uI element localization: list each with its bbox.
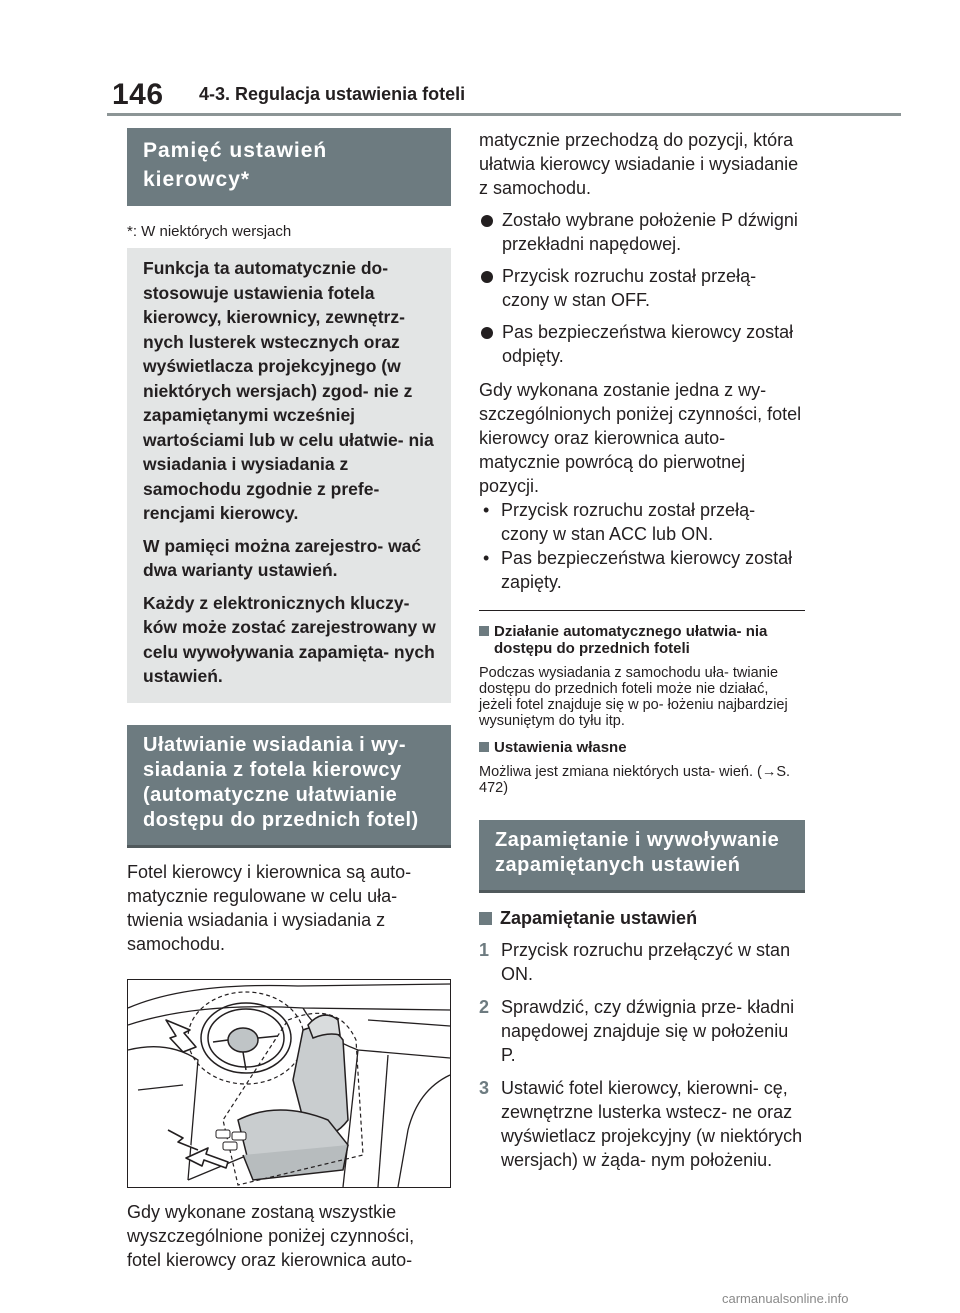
watermark: carmanualsonline.info: [722, 1291, 849, 1306]
save-subheading: [479, 907, 805, 929]
step-number: 2: [479, 997, 490, 1017]
step-text: Sprawdzić, czy dźwignia prze- kładni napędowej znajduje się w położeniu P.: [501, 997, 795, 1065]
square-bullet-icon: [479, 742, 489, 752]
note-heading: [479, 623, 805, 657]
dot-marker: •: [483, 548, 490, 568]
square-bullet-icon: [479, 912, 492, 925]
bullet-icon: [481, 327, 493, 339]
return-condition-text: Przycisk rozruchu został przełą- czony w stan ACC lub ON.: [501, 500, 756, 544]
condition-text: Pas bezpieczeństwa kierowcy został odpięty.: [502, 322, 794, 366]
return-condition-text: Pas bezpieczeństwa kierowcy został zapięty.: [501, 548, 793, 592]
page-number: 146: [112, 78, 164, 111]
square-bullet-icon: [479, 626, 489, 636]
step-number: 3: [479, 1078, 490, 1098]
easy-access-text: Fotel kierowcy i kierownica są auto- matycznie regulowane w celu uła- twienia wsiadania i wysiadania z samochodu.: [127, 861, 412, 954]
step-item: [479, 938, 805, 986]
bullet-icon: [481, 271, 493, 283]
note-body: Możliwa jest zmiana niektórych usta- wień. (→S. 472): [479, 764, 791, 796]
step-text: Ustawić fotel kierowcy, kierowni- cę, zewnętrzne lusterka wstecz- ne oraz wyświetlacz projekcyjny (w niektórych wersjach) w żąda- nym położeniu.: [501, 1078, 803, 1170]
note-heading: [479, 739, 805, 756]
condition-text: Zostało wybrane położenie P dźwigni przekładni napędowej.: [502, 210, 798, 254]
note-heading-text: Ustawienia własne: [494, 739, 627, 756]
easy-access-heading: Ułatwianie wsiadania i wy- siadania z fotela kierowcy (automatyczne ułatwianie dostępu do przednich fotel): [127, 725, 451, 848]
summary-box: [127, 248, 451, 703]
seat-drawing: [128, 980, 450, 1187]
step-number: 1: [479, 940, 490, 960]
save-subheading-text: Zapamiętanie ustawień: [500, 908, 698, 928]
step-item: [479, 995, 805, 1067]
left-column: [127, 128, 451, 1272]
right-column: [479, 128, 805, 1172]
note-body: Podczas wysiadania z samochodu uła- twianie dostępu do przednich foteli może nie działać, jeżeli fotel znajduje się w po- łożeniu najbardziej wysuniętym do tyłu itp.: [479, 665, 788, 729]
return-condition: [479, 546, 805, 594]
step-text: Przycisk rozruchu przełączyć w stan ON.: [501, 940, 791, 984]
return-text: Gdy wykonana zostanie jedna z wy- szczególnionych poniżej czynności, fotel kierowcy oraz kierownica auto- matycznie powrócą do pierwotnej pozycji.: [479, 380, 802, 496]
continuation-text: matycznie przechodzą do pozycji, która ułatwia kierowcy wsiadanie i wysiadanie z samochodu.: [479, 130, 799, 198]
condition-item: [479, 320, 805, 368]
return-condition: [479, 498, 805, 546]
summary-paragraph: Każdy z elektronicznych kluczy- ków może zostać zarejestrowany w celu wywoływania zapamięta- nych ustawień.: [143, 592, 436, 686]
condition-item: [479, 264, 805, 312]
section-title: 4-3. Regulacja ustawienia foteli: [199, 84, 466, 104]
driver-seat-illustration: [127, 979, 451, 1188]
condition-item: [479, 208, 805, 256]
summary-paragraph: Funkcja ta automatycznie do- stosowuje ustawienia fotela kierowcy, kierownicy, zewnętrz- nych lusterek wstecznych oraz wyświetlacza projekcyjnego (w niektórych wersjach) zgod- nie z zapamiętanymi wcześniej wartościami lub w celu ułatwie- nia wsiadania i wysiadania z samochodu zgodnie z prefe- rencjami kierowcy.: [143, 258, 434, 523]
footnote: *: W niektórych wersjach: [127, 223, 292, 240]
dot-marker: •: [483, 500, 490, 520]
bullet-icon: [481, 215, 493, 227]
note-heading-text: Działanie automatycznego ułatwia- nia dostępu do przednich foteli: [494, 623, 768, 657]
recall-heading: Zapamiętanie i wywoływanie zapamiętanych ustawień: [479, 820, 805, 893]
header-rule: [107, 113, 901, 116]
after-image-text: Gdy wykonane zostaną wszystkie wyszczególnione poniżej czynności, fotel kierowcy oraz kierownica auto-: [127, 1201, 415, 1270]
condition-text: Przycisk rozruchu został przełą- czony w stan OFF.: [502, 266, 757, 310]
step-item: [479, 1076, 805, 1172]
notes-divider: [479, 610, 805, 611]
summary-paragraph: W pamięci można zarejestro- wać dwa warianty ustawień.: [143, 535, 422, 580]
memory-heading: Pamięć ustawień kierowcy*: [127, 128, 451, 206]
